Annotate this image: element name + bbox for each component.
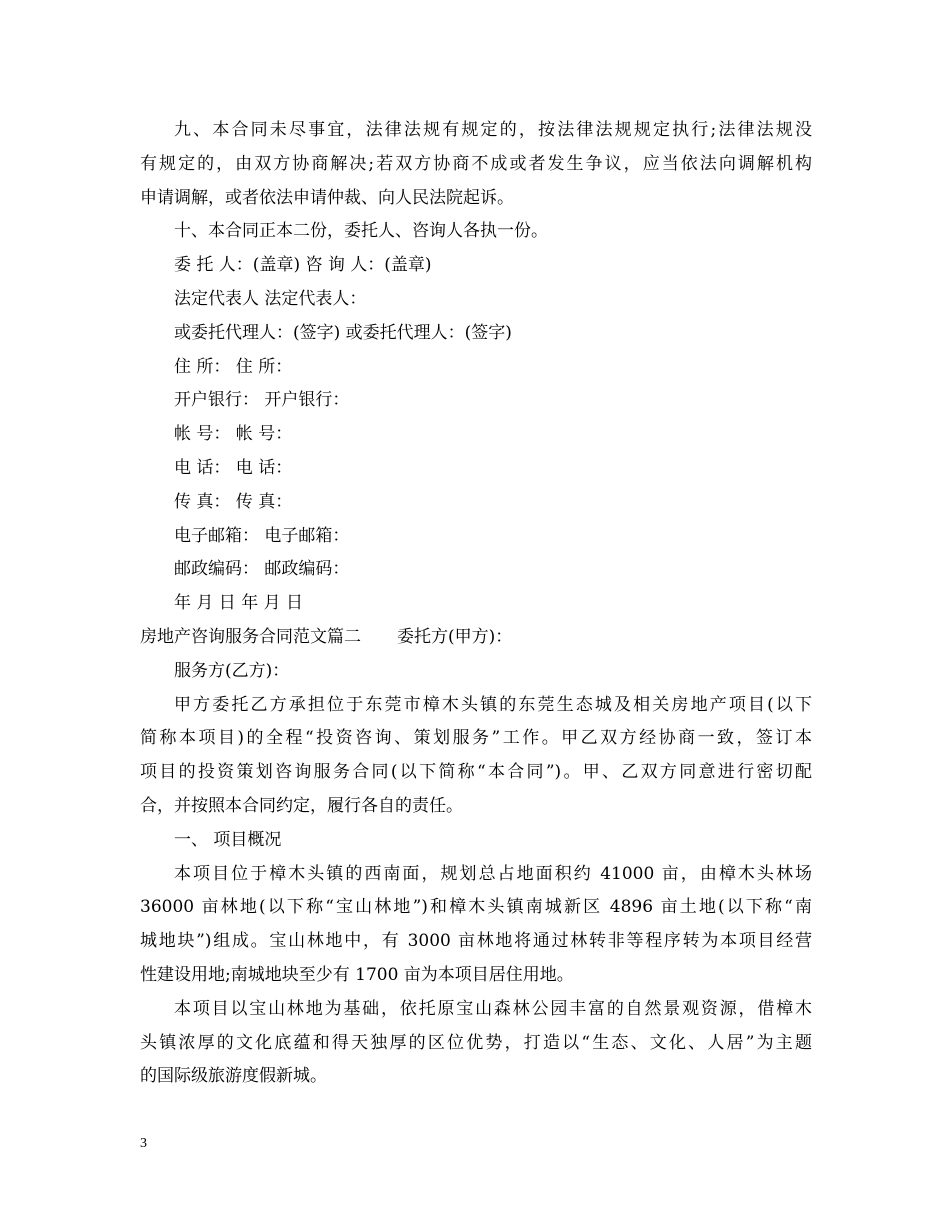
- text-line: 委 托 人：(盖章) 咨 询 人：(盖章): [174, 255, 432, 276]
- text-line: 申请调解，或者依法申请仲裁、向人民法院起诉。: [140, 187, 514, 208]
- text-line: 合，并按照本合同约定，履行各自的责任。: [140, 795, 463, 816]
- text-line: 电 话： 电 话：: [174, 457, 293, 478]
- contract-clauses: [140, 114, 812, 621]
- text-line: 传 真： 传 真：: [174, 491, 293, 512]
- text-line: 性建设用地;南城地块至少有 1700 亩为本项目居住用地。: [140, 964, 574, 985]
- text-line: 法定代表人 法定代表人：: [174, 288, 367, 309]
- party-a-label: 委托方(甲方)：: [397, 626, 513, 647]
- document-body: [140, 114, 812, 1094]
- text-line: 本项目以宝山林地为基础，依托原宝山森林公园丰富的自然景观资源，借樟木: [174, 998, 812, 1019]
- text-line: 36000 亩林地(以下称“宝山林地”)和樟木头镇南城新区 4896 亩土地(以下称“南: [140, 897, 812, 918]
- text-line: 甲方委托乙方承担位于东莞市樟木头镇的东莞生态城及相关房地产项目(以下: [174, 694, 812, 715]
- text-line: 开户银行： 开户银行：: [174, 390, 350, 411]
- contract-body-section-two: [140, 655, 812, 1094]
- text-line: 本项目位于樟木头镇的西南面，规划总占地面积约 41000 亩，由樟木头林场: [174, 863, 812, 884]
- text-line: 有规定的，由双方协商解决;若双方协商不成或者发生争议，应当依法向调解机构: [140, 153, 812, 174]
- text-line: 城地块”)组成。宝山林地中，有 3000 亩林地将通过林转非等程序转为本项目经营: [140, 931, 812, 952]
- text-line: 服务方(乙方)：: [174, 660, 290, 681]
- text-line: 简称本项目)的全程“投资咨询、策划服务”工作。甲乙双方经协商一致，签订本: [140, 728, 812, 749]
- text-line: 帐 号： 帐 号：: [174, 424, 293, 445]
- text-line: 邮政编码： 邮政编码：: [174, 559, 350, 580]
- text-line: 九、本合同未尽事宜，法律法规有规定的，按法律法规规定执行;法律法规没: [174, 120, 812, 140]
- text-line: 头镇浓厚的文化底蕴和得天独厚的区位优势，打造以“生态、文化、人居”为主题: [140, 1032, 812, 1053]
- text-line: 一、 项目概况: [174, 829, 282, 850]
- text-line: 或委托代理人：(签字) 或委托代理人：(签字): [174, 322, 512, 343]
- text-line: 的国际级旅游度假新城。: [140, 1066, 327, 1087]
- text-line: 住 所： 住 所：: [174, 356, 293, 377]
- text-line: 项目的投资策划咨询服务合同(以下简称“本合同”)。甲、乙双方同意进行密切配: [140, 762, 812, 783]
- page-number: 3: [140, 1136, 147, 1151]
- text-line: 电子邮箱： 电子邮箱：: [174, 525, 350, 546]
- text-line: 年 月 日 年 月 日: [174, 593, 304, 614]
- section-title: 房地产咨询服务合同范文篇二: [140, 626, 361, 647]
- text-line: 十、本合同正本二份，委托人、咨询人各执一份。: [174, 221, 548, 242]
- section-heading-line: [140, 621, 812, 655]
